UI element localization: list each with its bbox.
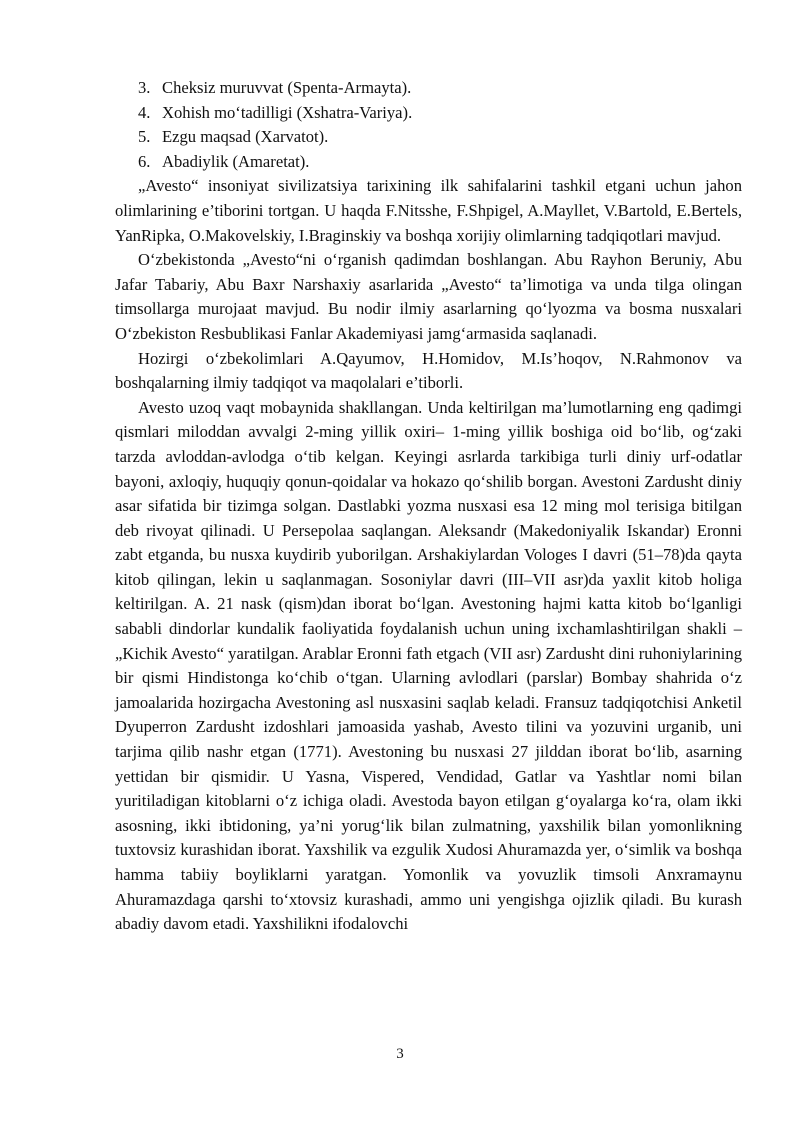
list-item-text: Abadiylik (Amaretat). <box>162 151 310 171</box>
numbered-list <box>115 76 742 174</box>
list-item <box>115 101 742 126</box>
list-item-number: 4. <box>138 102 151 122</box>
page-number: 3 <box>396 1046 404 1062</box>
list-item-number: 6. <box>138 151 151 171</box>
paragraph-modern-scholars: Hozirgi o‘zbekolimlari A.Qayumov, H.Homidov, M.Is’hoqov, N.Rahmonov va boshqalarning ilmiy tadqiqot va maqolalari e’tiborli. <box>115 348 742 393</box>
paragraph-avesto-history: Avesto uzoq vaqt mobaynida shakllangan. Unda keltirilgan ma’lumotlarning eng qadimgi qismlari miloddan avvalgi 2-ming yillik oxiri– 1-ming yillik boshiga oid bo‘lib, og‘zaki tarzda avloddan-avlodga o‘tib kelgan. Keyingi asrlarda tarkibiga turli diniy urf-odatlar bayoni, axloqiy, huquqiy qonun-qoidalar va hokazo qo‘shilib borgan. Avestoni Zardusht diniy asar sifatida bir tizimga solgan. Dastlabki yozma nusxasi esa 12 ming mol terisiga bitilgan deb rivoyat qilinadi. U Persepolaa saqlangan. Aleksandr (Makedoniyalik Iskandar) Eronni zabt etganda, bu nusxa kuydirib yuborilgan. Arshakiylardan Vologes I davri (51–78)da qayta kitob qilingan, lekin u saqlanmagan. Sosoniylar davri (III–VII asr)da yaxlit kitob holiga keltirilgan. A. 21 nask (qism)dan iborat bo‘lgan. Avestoning hajmi katta kitob bo‘lganligi sababli dindorlar kundalik faoliyatida foydalanish uchun uning ixchamlashtirilgan shakli – „Kichik Avesto“ yaratilgan. Arablar Eronni fath etgach (VII asr) Zardusht dini ruhoniylarining bir qismi Hindistonga ko‘chib o‘tgan. Ularning avlodlari (parslar) Bombay shahrida o‘z jamoalarida hozirgacha Avestoning asl nusxasini saqlab keladi. Fransuz tadqiqotchisi Anketil Dyuperron Zardusht izdoshlari jamoasida yashab, Avesto tilini va yozuvini urganib, uni tarjima qilib nashr etgan (1771). Avestoning bu nusxasi 27 jilddan iborat bo‘lib, asarning yettidan bir qismidir. U Yasna, Vispered, Vendidad, Gatlar va Yashtlar nomi bilan yuritiladigan kitoblarni o‘z ichiga oladi. Avestoda bayon etilgan g‘oyalarga ko‘ra, olam ikki asosning, ikki ibtidoning, ya’ni yorug‘lik bilan zulmatning, yaxshilik bilan yomonlikning tuxtovsiz kurashidan iborat. Yaxshilik va ezgulik Xudosi Ahuramazda yer, o‘simlik va boshqa hamma tabiiy boyliklarni yaratgan. Yomonlik va yovuzlik timsoli Anxramaynu Ahuramazdaga qarshi to‘xtovsiz kurashadi, ammo uni yengishga ojizlik qiladi. Bu kurash abadiy davom etadi. Yaxshilikni ifodalovchi <box>115 397 742 934</box>
list-item-number: 3. <box>138 78 151 97</box>
list-item-text: Xohish mo‘tadilligi (Xshatra-Variya). <box>162 102 413 122</box>
document-page <box>115 76 742 937</box>
list-item <box>115 150 742 175</box>
list-item-number: 5. <box>138 127 151 147</box>
list-item <box>115 76 742 101</box>
paragraph-uzbekistan-study: O‘zbekistonda „Avesto“ni o‘rganish qadimdan boshlangan. Abu Rayhon Beruniy, Abu Jafar Tabariy, Abu Baxr Narshaxiy asarlarida „Avesto“ ta’limotiga va unda tilga olingan timsollarga murojaat mavjud. Bu nodir ilmiy asarlarning qo‘lyozma va bosma nusxalari O‘zbekiston Resbublikasi Fanlar Akademiyasi jamg‘armasida saqlanadi. <box>115 250 742 343</box>
list-item <box>115 125 742 150</box>
list-item-text: Ezgu maqsad (Xarvatot). <box>162 127 329 147</box>
list-item-text: Cheksiz muruvvat (Spenta-Armayta). <box>162 78 412 97</box>
paragraph-avesto-world-scholars: „Avesto“ insoniyat sivilizatsiya tarixining ilk sahifalarini tashkil etgani uchun jahon olimlarining e’tiborini tortgan. U haqda F.Nitsshe, F.Shpigel, A.Mayllet, V.Bartold, E.Bertels, YanRipka, O.Makovelskiy, I.Braginskiy va boshqa xorijiy olimlarning tadqiqotlari mavjud. <box>115 176 742 245</box>
